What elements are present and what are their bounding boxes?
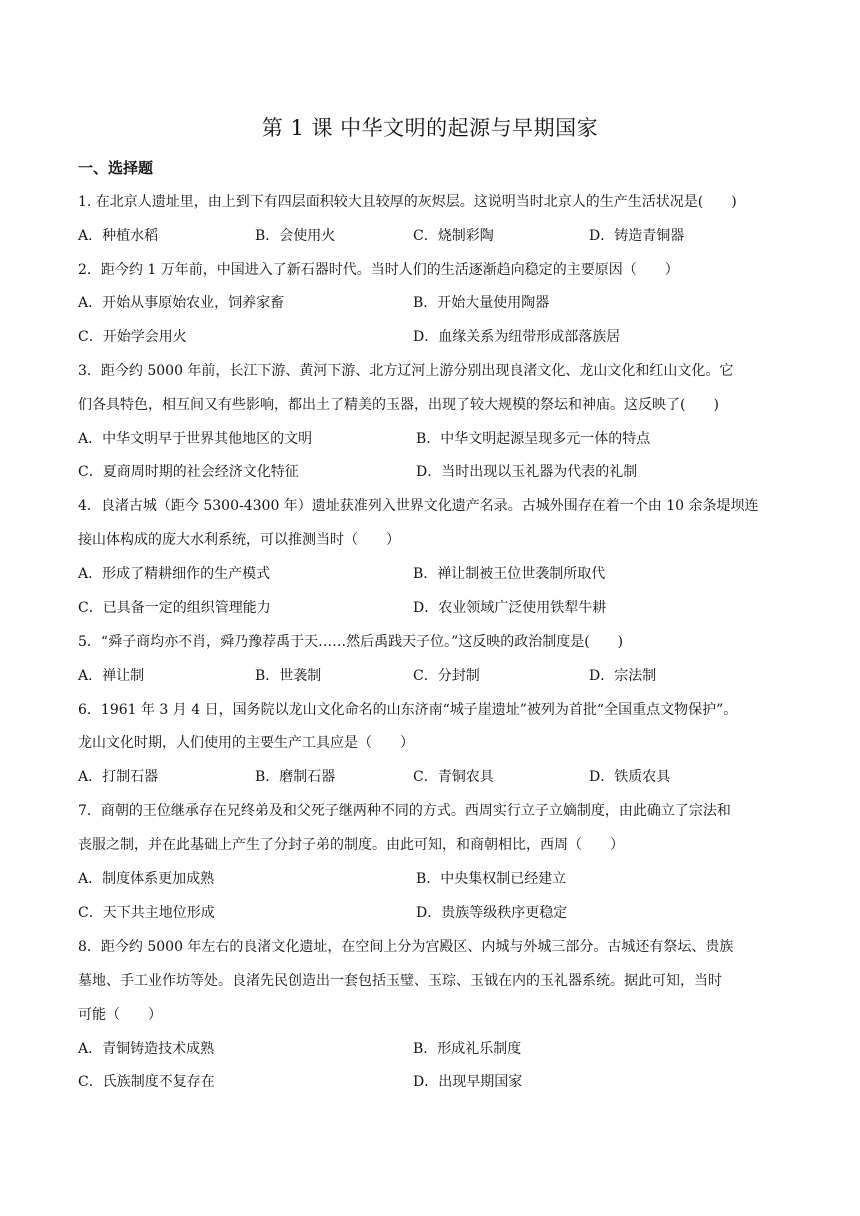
question-1-text: 1. 在北京人遗址里，由上到下有四层面积较大且较厚的灰烬层。这说明当时北京人的生产生活状况是( ) (78, 194, 737, 210)
question-3-option-d[interactable]: D．当时出现以玉礼器为代表的礼制 (416, 464, 638, 480)
question-7-option-a[interactable]: A．制度体系更加成熟 (78, 871, 215, 887)
question-1-option-d[interactable]: D．铸造青铜器 (589, 228, 685, 244)
question-4-option-b[interactable]: B．禅让制被王位世袭制所取代 (413, 566, 606, 582)
question-4-option-d[interactable]: D．农业领域广泛使用铁犁牛耕 (413, 600, 607, 616)
question-7-option-b[interactable]: B．中央集权制已经建立 (416, 871, 567, 887)
question-8-option-a[interactable]: A．青铜铸造技术成熟 (78, 1041, 215, 1057)
question-7-text-line-1: 7．商朝的王位继承存在兄终弟及和父死子继两种不同的方式。西周实行立子立嫡制度，由此确立了宗法和 (78, 803, 731, 819)
question-8-option-c[interactable]: C．氏族制度不复存在 (78, 1074, 215, 1090)
question-8-option-b[interactable]: B．形成礼乐制度 (413, 1041, 522, 1057)
question-1-option-c[interactable]: C．烧制彩陶 (413, 228, 494, 244)
question-2-option-c[interactable]: C．开始学会用火 (78, 329, 187, 345)
question-8-text-line-2: 墓地、手工业作坊等处。良渚先民创造出一套包括玉璧、玉琮、玉钺在内的玉礼器系统。据此可知，当时 (78, 973, 722, 989)
question-6-text-line-1: 6．1961 年 3 月 4 日，国务院以龙山文化命名的山东济南“城子崖遗址”被列为首批“全国重点文物保护”。 (78, 702, 738, 718)
question-6-option-b[interactable]: B．磨制石器 (255, 769, 336, 785)
question-1-option-a[interactable]: A．种植水稻 (78, 228, 159, 244)
question-5-option-c[interactable]: C．分封制 (413, 668, 480, 684)
question-2-text: 2．距今约 1 万年前，中国进入了新石器时代。当时人们的生活逐渐趋向稳定的主要原因（ ） (78, 262, 679, 278)
question-4-text-line-1: 4．良渚古城（距今 5300-4300 年）遗址获准列入世界文化遗产名录。古城外围存在着一个由 10 余条堤坝连 (78, 498, 759, 514)
question-6-option-d[interactable]: D．铁质农具 (589, 769, 671, 785)
question-6-text-line-2: 龙山文化时期，人们使用的主要生产工具应是（ ） (78, 735, 414, 751)
question-4-option-a[interactable]: A．形成了精耕细作的生产模式 (78, 566, 271, 582)
question-4-option-c[interactable]: C．已具备一定的组织管理能力 (78, 600, 271, 616)
page-title: 第 1 课 中华文明的起源与早期国家 (261, 116, 599, 140)
question-8-option-d[interactable]: D．出现早期国家 (413, 1074, 523, 1090)
question-7-option-c[interactable]: C．天下共主地位形成 (78, 905, 215, 921)
question-5-text: 5．“舜子商均亦不肖，舜乃豫荐禹于天……然后禹践天子位。”这反映的政治制度是( ) (78, 634, 624, 650)
question-2-option-a[interactable]: A．开始从事原始农业，饲养家畜 (78, 295, 285, 311)
question-3-option-a[interactable]: A．中华文明早于世界其他地区的文明 (78, 431, 313, 447)
question-7-option-d[interactable]: D．贵族等级秩序更稳定 (416, 905, 568, 921)
question-3-option-c[interactable]: C．夏商周时期的社会经济文化特征 (78, 464, 299, 480)
question-3-text-line-2: 们各具特色，相互间又有些影响，都出土了精美的玉器，出现了较大规模的祭坛和神庙。这反映了( ) (78, 397, 719, 413)
question-5-option-a[interactable]: A．禅让制 (78, 668, 145, 684)
question-7-text-line-2: 丧服之制，并在此基础上产生了分封子弟的制度。由此可知，和商朝相比，西周（ ） (78, 837, 624, 853)
question-2-option-b[interactable]: B．开始大量使用陶器 (413, 295, 550, 311)
question-3-text-line-1: 3．距今约 5000 年前，长江下游、黄河下游、北方辽河上游分别出现良渚文化、龙山文化和红山文化。它 (78, 363, 734, 379)
section-heading: 一、选择题 (78, 159, 154, 177)
question-8-text-line-3: 可能（ ） (78, 1007, 162, 1023)
question-8-text-line-1: 8．距今约 5000 年左右的良渚文化遗址，在空间上分为宫殿区、内城与外城三部分。古城还有祭坛、贵族 (78, 939, 734, 955)
question-1-option-b[interactable]: B．会使用火 (255, 228, 336, 244)
question-2-option-d[interactable]: D．血缘关系为纽带形成部落族居 (413, 329, 621, 345)
question-6-option-c[interactable]: C．青铜农具 (413, 769, 494, 785)
question-5-option-b[interactable]: B．世袭制 (255, 668, 322, 684)
question-6-option-a[interactable]: A．打制石器 (78, 769, 159, 785)
question-3-option-b[interactable]: B．中华文明起源呈现多元一体的特点 (416, 431, 651, 447)
question-5-option-d[interactable]: D．宗法制 (589, 668, 657, 684)
question-4-text-line-2: 接山体构成的庞大水利系统，可以推测当时（ ） (78, 532, 400, 548)
